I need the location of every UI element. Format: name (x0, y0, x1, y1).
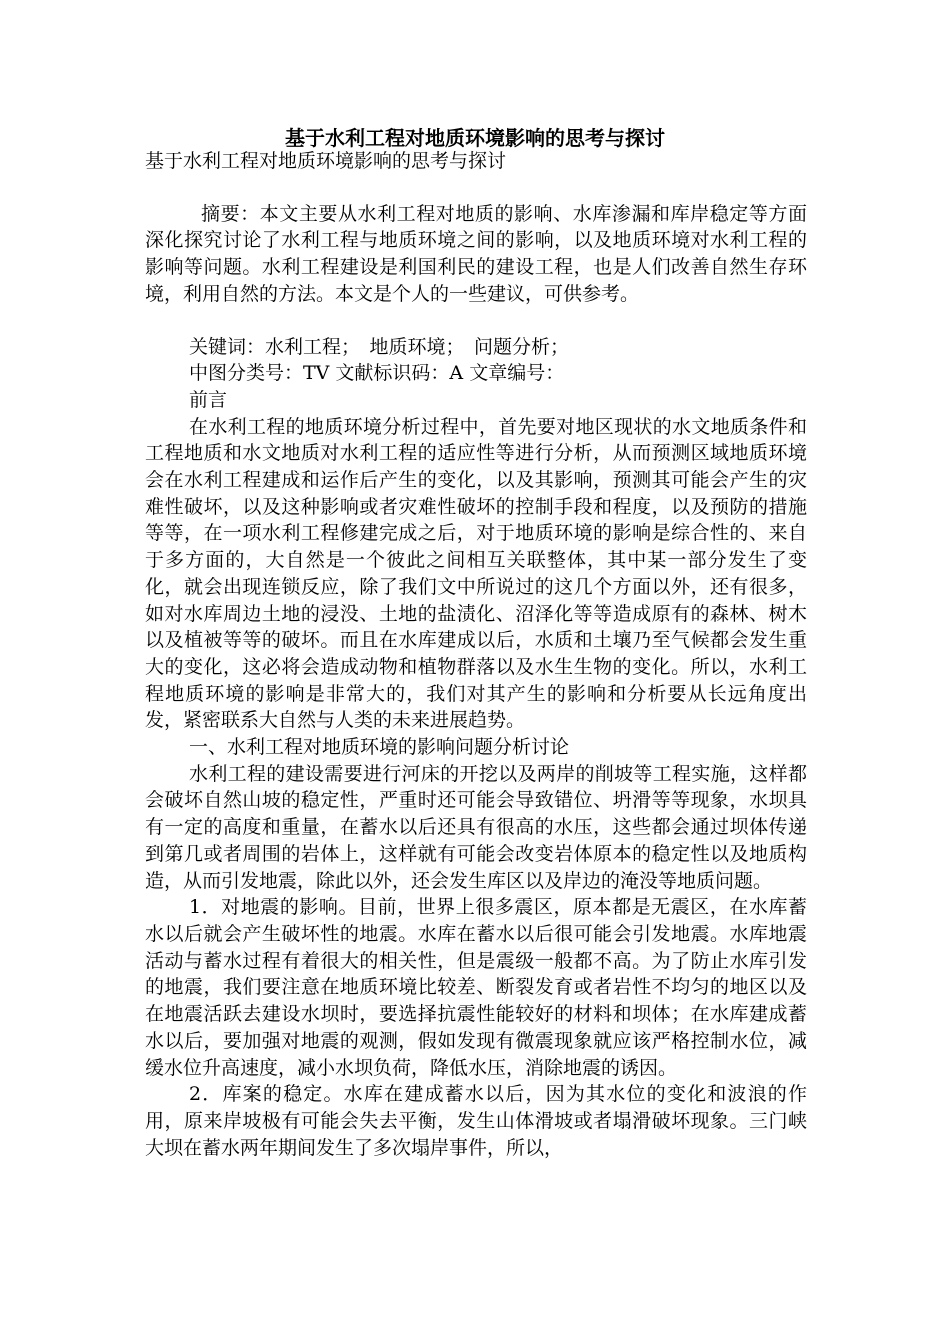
abstract-paragraph: 摘要：本文主要从水利工程对地质的影响、水库渗漏和库岸稳定等方面深化探究讨论了水利工程与地质环境之间的影响，以及地质环境对水利工程的影响等问题。水利工程建设是利国利民的建设工程，也是人们改善自然生存环境，利用自然的方法。本文是个人的一些建议，可供参考。 (145, 202, 807, 305)
preface-heading: 前言 (189, 388, 228, 411)
classification-line: 中图分类号：TV 文献标识码：A 文章编号： (189, 362, 565, 385)
document-body (145, 148, 807, 1161)
section-paragraph-1: 水利工程的建设需要进行河床的开挖以及两岸的削坡等工程实施，这样都会破坏自然山坡的稳定性，严重时还可能会导致错位、坍滑等等现象，水坝具有一定的高度和重量，在蓄水以后还具有很高的水压，这些都会通过坝体传递到第几或者周围的岩体上，这样就有可能会改变岩体原本的稳定性以及地质构造，从而引发地震，除此以外，还会发生库区以及岸边的淹没等地质问题。 (145, 762, 807, 892)
keywords-line: 关键词：水利工程； 地质环境； 问题分析； (189, 335, 570, 358)
document-title: 基于水利工程对地质环境影响的思考与探讨 (285, 126, 665, 150)
section-heading-1: 一、水利工程对地质环境的影响问题分析讨论 (189, 736, 570, 759)
preface-paragraph: 在水利工程的地质环境分析过程中，首先要对地区现状的水文地质条件和工程地质和水文地质对水利工程的适应性等进行分析，从而预测区域地质环境会在水利工程建成和运作后产生的变化，以及其影响，预测其可能会产生的灾难性破坏，以及这种影响或者灾难性破坏的控制手段和程度，以及预防的措施等等，在一项水利工程修建完成之后，对于地质环境的影响是综合性的、来自于多方面的，大自然是一个彼此之间相互关联整体，其中某一部分发生了变化，就会出现连锁反应，除了我们文中所说过的这几个方面以外，还有很多，如对水库周边土地的浸没、土地的盐渍化、沼泽化等等造成原有的森林、树木以及植被等等的破坏。而且在水库建成以后，水质和土壤乃至气候都会发生重大的变化，这必将会造成动物和植物群落以及水生生物的变化。所以，水利工程地质环境的影响是非常大的，我们对其产生的影响和分析要从长远角度出发，紧密联系大自然与人类的未来进展趋势。 (145, 415, 807, 732)
document-subtitle: 基于水利工程对地质环境影响的思考与探讨 (145, 150, 507, 172)
list-item-earthquake: 1．对地震的影响。目前，世界上很多震区，原本都是无震区，在水库蓄水以后就会产生破坏性的地震。水库在蓄水以后很可能会引发地震。水库地震活动与蓄水过程有着很大的相关性，但是震级一般都不高。为了防止水库引发的地震，我们要注意在地质环境比较差、断裂发育或者岩性不均匀的地区以及在地震活跃去建设水坝时，要选择抗震性能较好的材料和坝体；在水库建成蓄水以后，要加强对地震的观测，假如发现有微震现象就应该严格控制水位，减缓水位升高速度，减小水坝负荷，降低水压，消除地震的诱因。 (145, 896, 807, 1079)
list-item-bank-stability: 2．库案的稳定。水库在建成蓄水以后，因为其水位的变化和波浪的作用，原来岸坡极有可能会失去平衡，发生山体滑坡或者塌滑破坏现象。三门峡大坝在蓄水两年期间发生了多次塌岸事件，所以， (145, 1083, 807, 1159)
